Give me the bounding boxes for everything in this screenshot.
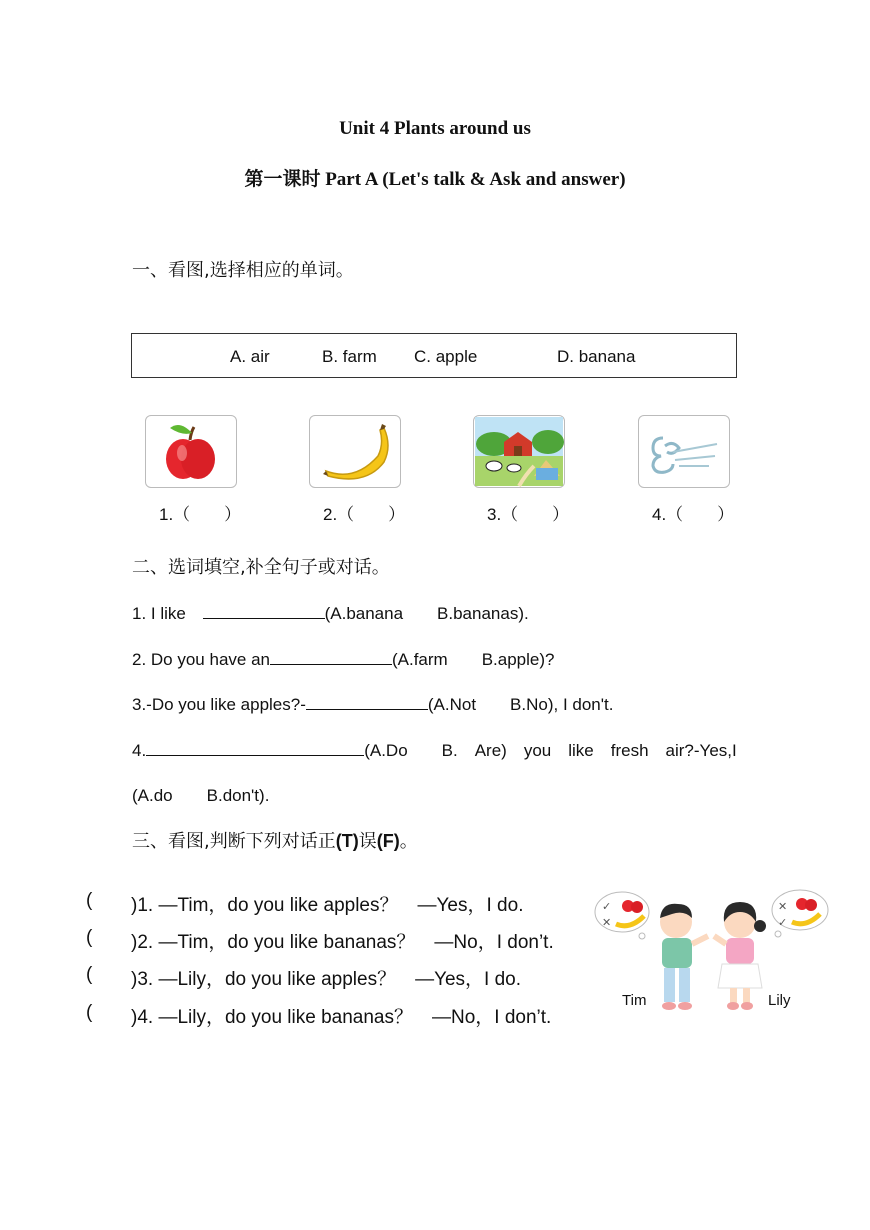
tim-label: Tim [622, 992, 647, 1009]
fill-item-4-continued: (A.do B.don't). [132, 786, 270, 805]
picture-4-label: 4.（ ） [652, 505, 735, 524]
tf-item-3: )3. —Lily，do you like apples？ —Yes，I do. [131, 969, 522, 990]
fill-item-2: 2. Do you have an (A.farm B.apple)? [132, 650, 555, 669]
page-subtitle: 第一课时 Part A (Let's talk & Ask and answer) [244, 169, 626, 190]
apple-icon [146, 416, 236, 487]
picture-2-label: 2.（ ） [323, 505, 406, 524]
fill-item-1: 1. I like (A.banana B.bananas). [132, 604, 529, 623]
svg-text:✕: ✕ [778, 900, 788, 913]
answer-paren[interactable]: ( [86, 1002, 93, 1023]
svg-text:✓: ✓ [778, 916, 788, 929]
fill-item-4: 4. (A.Do B. Are) you like fresh air?-Yes,I [132, 741, 737, 760]
page-title: Unit 4 Plants around us [339, 118, 531, 139]
farm-icon [474, 416, 564, 487]
banana-picture [309, 415, 401, 488]
svg-text:✕: ✕ [602, 916, 612, 929]
wind-icon [639, 416, 729, 487]
apple-picture [145, 415, 237, 488]
tf-item-4: )4. —Lily，do you like bananas？ —No，I don’t. [131, 1007, 552, 1028]
fill-item-3: 3.-Do you like apples?- (A.Not B.No), I don't. [132, 695, 614, 714]
air-picture [638, 415, 730, 488]
picture-1-label: 1.（ ） [159, 505, 242, 524]
answer-blank[interactable] [306, 693, 428, 710]
svg-text:✓: ✓ [602, 900, 612, 913]
section1-heading: 一、看图,选择相应的单词。 [132, 260, 354, 281]
answer-paren[interactable]: ( [86, 890, 93, 911]
option-d: D. banana [557, 347, 636, 366]
tim-lily-illustration [592, 888, 832, 1028]
answer-paren[interactable]: ( [86, 964, 93, 985]
answer-paren[interactable]: ( [86, 927, 93, 948]
lily-label: Lily [768, 992, 791, 1009]
tf-item-2: )2. —Tim，do you like bananas？ —No，I don’t. [131, 932, 554, 953]
farm-picture [473, 415, 565, 488]
answer-blank[interactable] [270, 648, 392, 665]
option-b: B. farm [322, 347, 377, 366]
word-options-box [131, 333, 737, 378]
tf-item-1: )1. —Tim，do you like apples？ —Yes，I do. [131, 895, 524, 916]
option-a: A. air [230, 347, 270, 366]
banana-icon [310, 416, 400, 487]
answer-blank[interactable] [203, 602, 325, 619]
section3-heading: 三、看图,判断下列对话正(T)误(F)。 [132, 831, 418, 852]
picture-3-label: 3.（ ） [487, 505, 570, 524]
answer-blank[interactable] [146, 739, 364, 756]
option-c: C. apple [414, 347, 478, 366]
section2-heading: 二、选词填空,补全句子或对话。 [132, 557, 390, 578]
